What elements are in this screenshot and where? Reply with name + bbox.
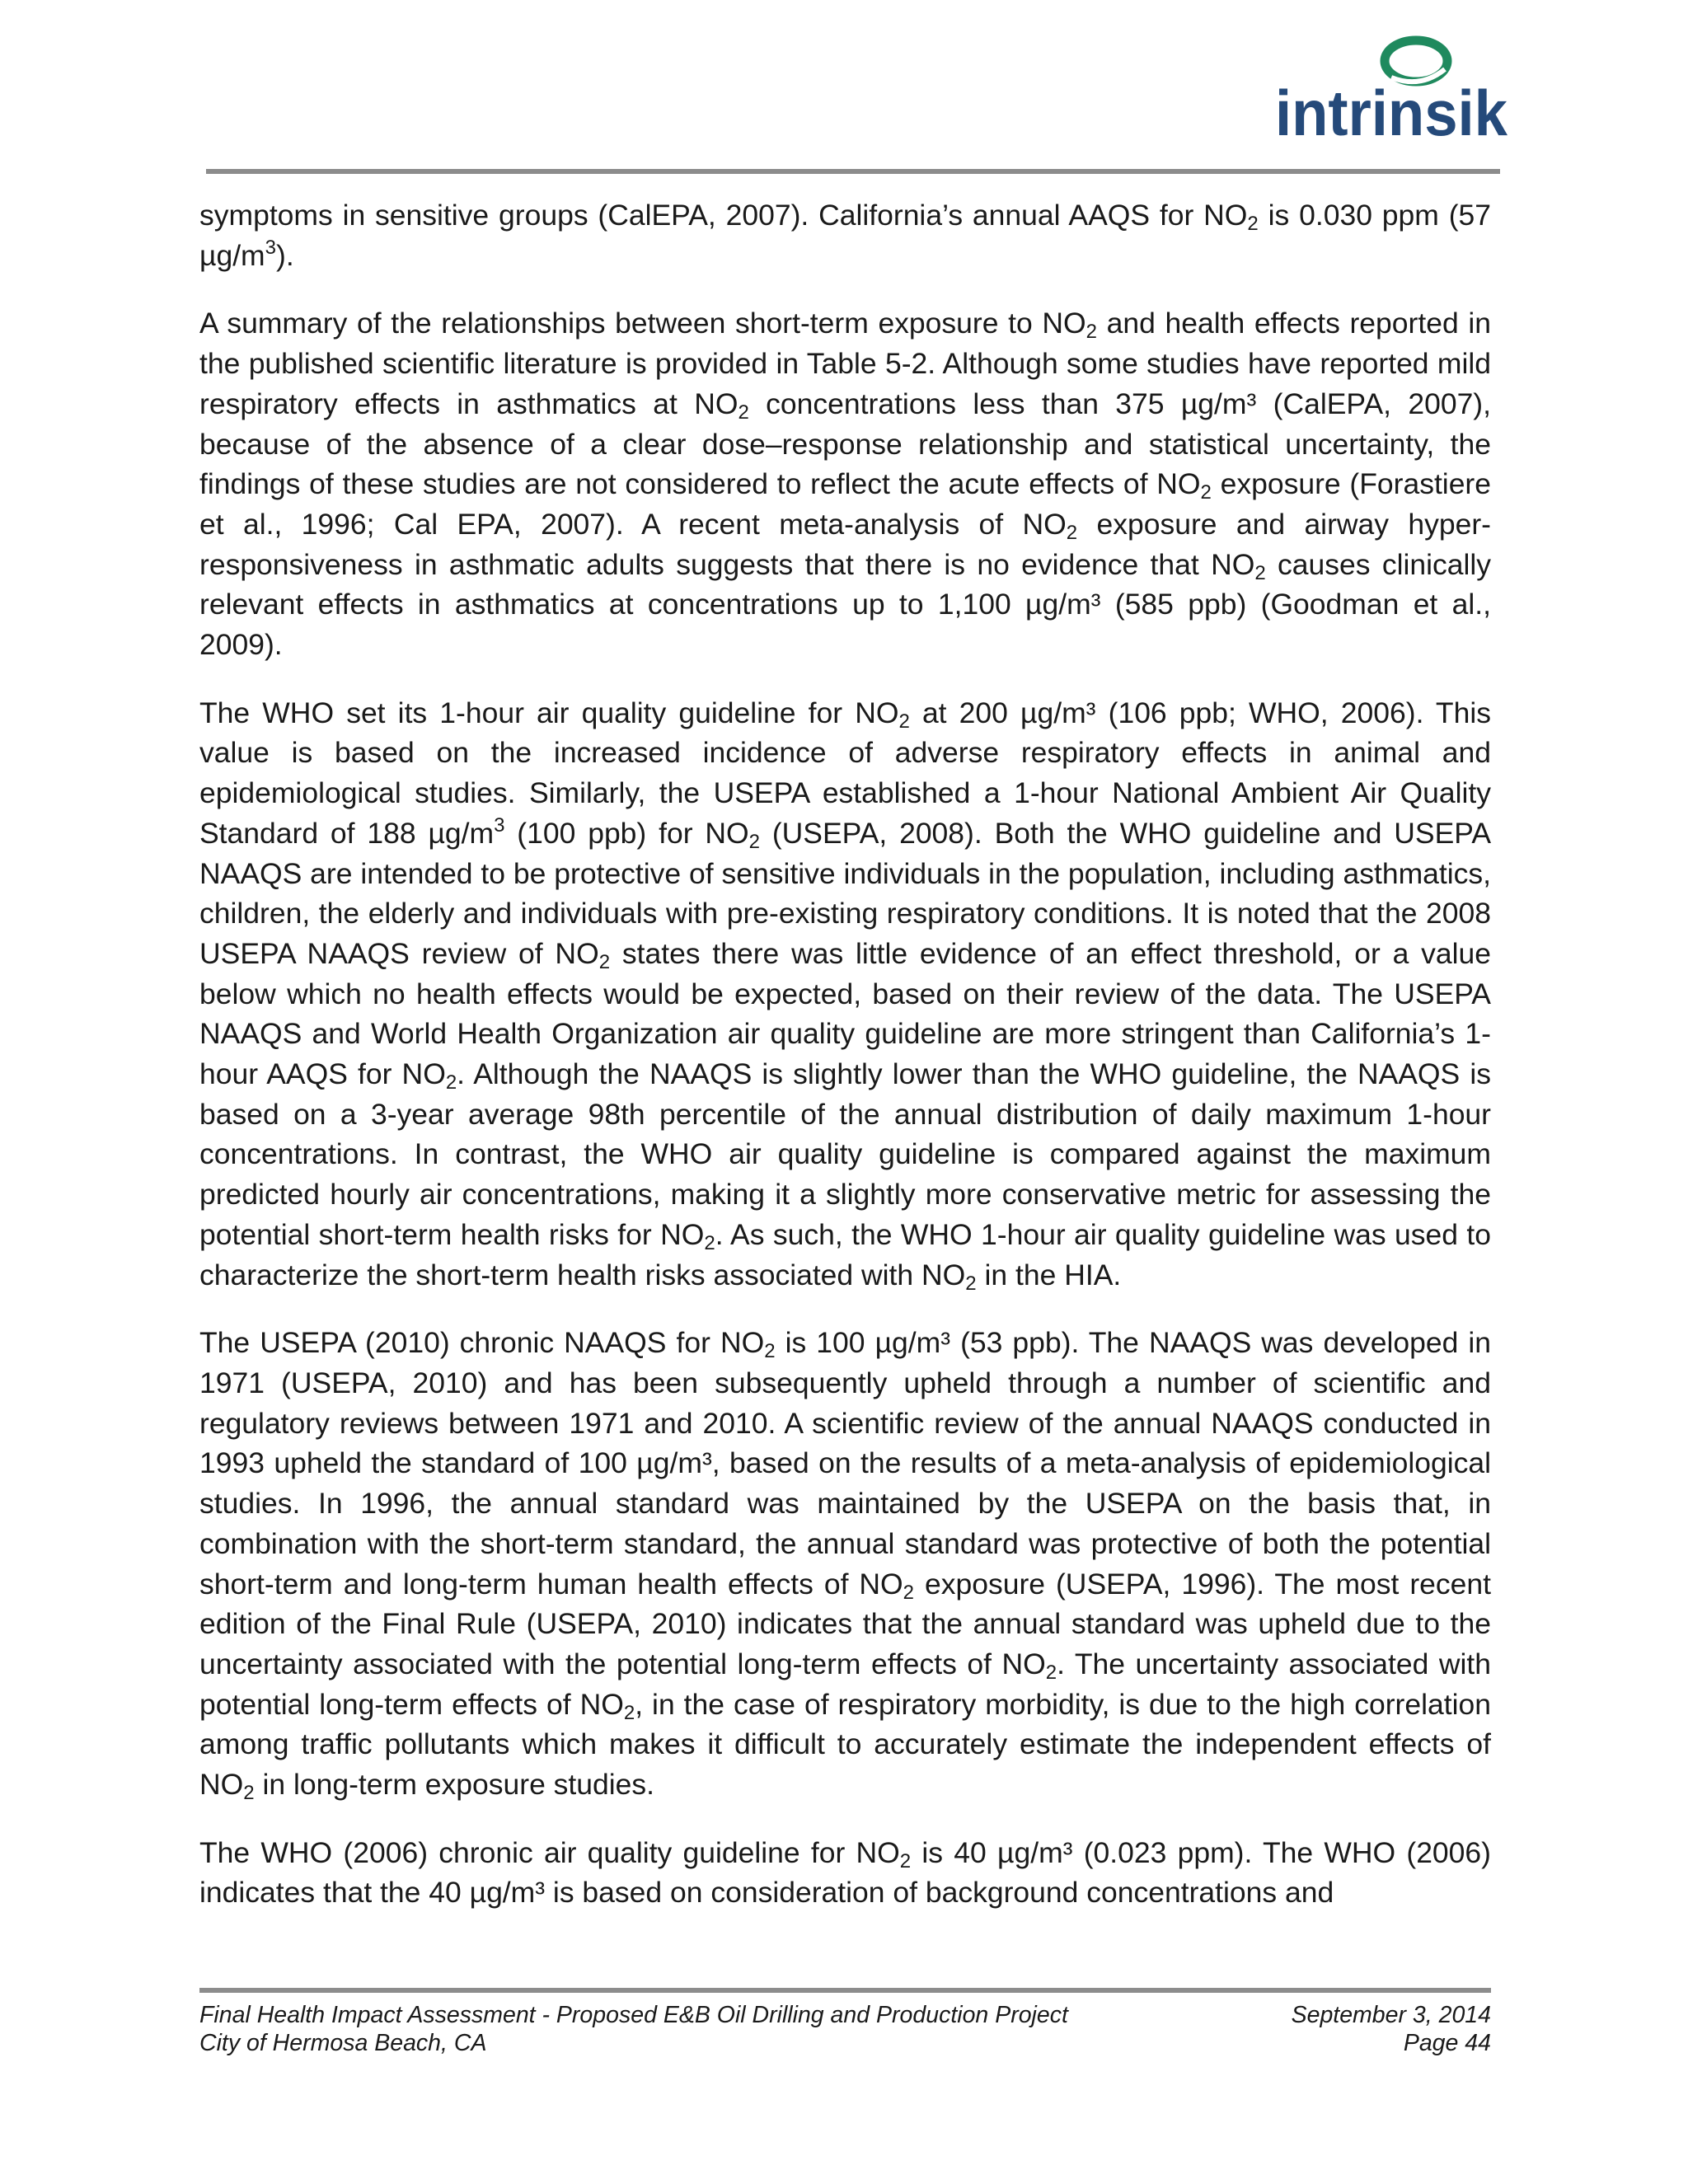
text-run: (100 ppb) for NO xyxy=(504,816,749,850)
text-run: causes clinically relevant effects in asthmatics at concentrations up to 1,100 µg/m³ (585 ppb) (Goodman et al., 2009). xyxy=(199,547,1491,662)
paragraph-3 xyxy=(199,693,1491,1296)
subscript: 2 xyxy=(764,1340,776,1363)
intrinsik-logo xyxy=(1268,30,1515,145)
subscript: 2 xyxy=(1247,213,1259,235)
text-run: symptoms in sensitive groups (CalEPA, 2007). California’s annual AAQS for NO xyxy=(199,199,1248,232)
subscript: 2 xyxy=(704,1231,715,1254)
subscript: 2 xyxy=(1200,481,1212,504)
paragraph-4 xyxy=(199,1323,1491,1804)
subscript: 2 xyxy=(445,1071,457,1094)
text-run: exposure and airway hyper-responsiveness in asthmatic adults suggests that there is no evidence that NO xyxy=(199,507,1491,581)
subscript: 2 xyxy=(623,1701,635,1724)
subscript: 2 xyxy=(903,1581,915,1604)
text-run: . As such, the WHO 1-hour air quality guideline was used to characterize the short-term health risks associated with NO xyxy=(199,1217,1491,1291)
text-run: is 100 µg/m³ (53 ppb). The NAAQS was developed in 1971 (USEPA, 2010) and has been subsequently upheld through a number of scientific and regulatory reviews between 1971 and 2010. A scientific review of the annual NAAQS conducted in 1993 upheld the standard of 100 µg/m³, based on the results of a meta-analysis of epidemiological studies. In 1996, the annual standard was maintained by the USEPA on the basis that, in combination with the short-term standard, the annual standard was protective of both the potential short-term and long-term human health effects of NO xyxy=(199,1326,1491,1601)
text-run: A summary of the relationships between short-term exposure to NO xyxy=(199,307,1086,340)
footer-location: City of Hermosa Beach, CA xyxy=(199,2030,487,2056)
subscript: 2 xyxy=(1085,321,1097,344)
text-run: The WHO (2006) chronic air quality guideline for NO xyxy=(199,1835,900,1869)
paragraph-2 xyxy=(199,303,1491,664)
subscript: 2 xyxy=(598,950,611,973)
superscript: 3 xyxy=(494,813,505,837)
footer-page-number: Page 44 xyxy=(1403,2030,1491,2056)
page-footer xyxy=(199,2001,1491,2057)
text-run: The WHO set its 1-hour air quality guideline for NO xyxy=(199,696,899,729)
text-run: is 40 µg/m³ (0.023 ppm). The WHO (2006) indicates that the 40 µg/m³ is based on consideration of background concentrations and xyxy=(199,1835,1491,1910)
text-run: is 0.030 ppm (57 µg/m xyxy=(199,199,1491,272)
subscript: 2 xyxy=(748,830,760,853)
footer-rule xyxy=(199,1988,1491,1993)
header-rule xyxy=(206,169,1500,174)
text-run: exposure (USEPA, 1996). The most recent edition of the Final Rule (USEPA, 2010) indicates that the annual standard was upheld due to the uncertainty associated with the potential long-term effects of NO xyxy=(199,1567,1491,1680)
text-run: ). xyxy=(276,238,294,272)
logo-ring-icon xyxy=(1385,40,1447,82)
text-run: concentrations less than 375 µg/m³ (CalEPA, 2007), because of the absence of a clear dose–response relationship and statistical uncertainty, the findings of these studies are not considered to reflect the acute effects of NO xyxy=(199,387,1491,501)
text-run: , in the case of respiratory morbidity, is due to the high correlation among traffic pollutants which makes it difficult to accurately estimate the independent effects of NO xyxy=(199,1687,1491,1802)
subscript: 2 xyxy=(1066,521,1078,544)
paragraph-1 xyxy=(199,195,1491,275)
subscript: 2 xyxy=(965,1272,977,1295)
subscript: 2 xyxy=(738,401,749,424)
subscript: 2 xyxy=(1254,561,1266,584)
paragraph-5 xyxy=(199,1833,1491,1913)
text-run: and health effects reported in the published scientific literature is provided in Table 5-2. Although some studies have reported mild respiratory effects in asthmatics at NO xyxy=(199,307,1491,420)
text-run: The USEPA (2010) chronic NAAQS for NO xyxy=(199,1326,765,1360)
text-run: . The uncertainty associated with potential long-term effects of NO xyxy=(199,1647,1491,1721)
subscript: 2 xyxy=(899,1849,912,1872)
text-run: in the HIA. xyxy=(976,1258,1122,1291)
subscript: 2 xyxy=(1045,1661,1057,1684)
document-body xyxy=(199,195,1491,1941)
text-run: states there was little evidence of an effect threshold, or a value below which no health effects would be expected, based on their review of the data. The USEPA NAAQS and World Health Organization air quality guideline are more stringent than California’s 1-hour AAQS for NO xyxy=(199,936,1491,1091)
text-run: (USEPA, 2008). Both the WHO guideline and USEPA NAAQS are intended to be protective of sensitive individuals in the population, including asthmatics, children, the elderly and individuals with pre-existing respiratory conditions. It is noted that the 2008 USEPA NAAQS review of NO xyxy=(199,816,1492,970)
footer-title: Final Health Impact Assessment - Proposed E&B Oil Drilling and Production Project xyxy=(199,2002,1068,2028)
subscript: 2 xyxy=(243,1782,255,1805)
text-run: . Although the NAAQS is slightly lower than the WHO guideline, the NAAQS is based on a 3-year average 98th percentile of the annual distribution of daily maximum 1-hour concentrations. In contrast, the WHO air quality guideline is compared against the maximum predicted hourly air concentrations, making it a slightly more conservative metric for assessing the potential short-term health risks for NO xyxy=(199,1057,1491,1251)
text-run: in long-term exposure studies. xyxy=(254,1768,655,1802)
footer-date: September 3, 2014 xyxy=(1291,2002,1491,2028)
subscript: 2 xyxy=(898,710,910,733)
logo-text: intrinsik xyxy=(1275,77,1508,145)
superscript: 3 xyxy=(265,236,276,259)
text-run: exposure (Forastiere et al., 1996; Cal EPA, 2007). A recent meta-analysis of NO xyxy=(199,467,1492,541)
text-run: at 200 µg/m³ (106 ppb; WHO, 2006). This value is based on the increased incidence of adverse respiratory effects in animal and epidemiological studies. Similarly, the USEPA established a 1-hour National Ambient Air Quality Standard of 188 µg/m xyxy=(199,696,1491,850)
